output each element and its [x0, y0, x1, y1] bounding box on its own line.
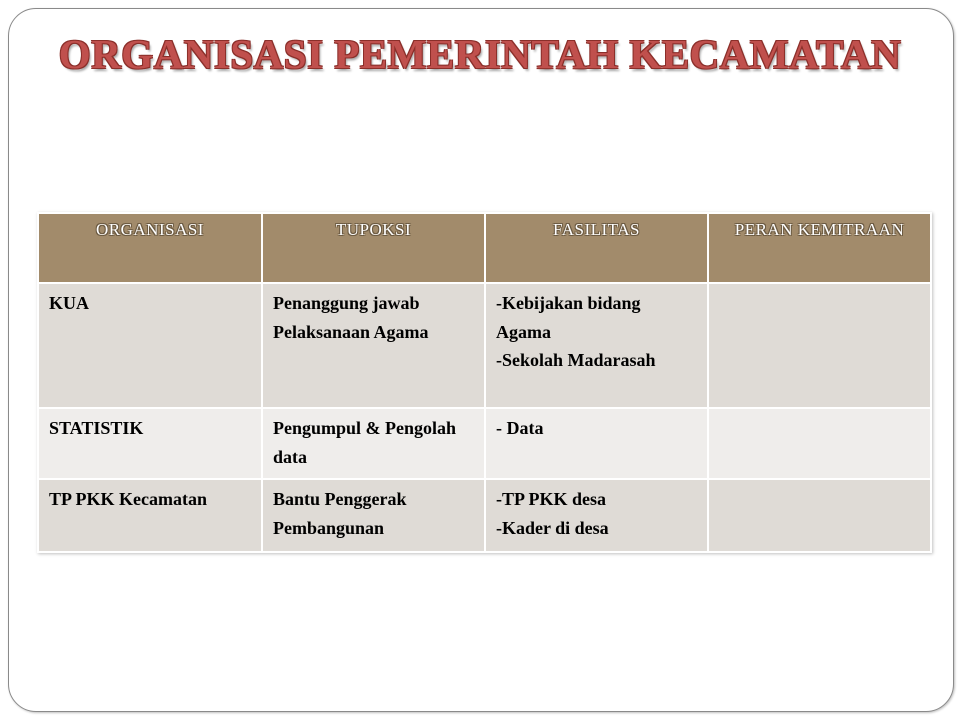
- table-row: [38, 283, 931, 408]
- fasilitas-item: -TP PKK desa: [496, 489, 607, 509]
- fasilitas-item: -Sekolah Madarasah: [496, 350, 656, 370]
- cell-peran: [708, 408, 931, 479]
- organization-table: [37, 212, 932, 553]
- fasilitas-item: -Kader di desa: [496, 517, 609, 538]
- fasilitas-item: -Kebijakan bidang Agama: [496, 293, 641, 342]
- header-tupoksi: TUPOKSI: [262, 213, 485, 283]
- header-peran-kemitraan: PERAN KEMITRAAN: [708, 213, 931, 283]
- cell-fasilitas: [485, 408, 708, 479]
- cell-organisasi: STATISTIK: [38, 408, 262, 479]
- cell-fasilitas: [485, 479, 708, 552]
- cell-fasilitas: [485, 283, 708, 408]
- cell-organisasi: KUA: [38, 283, 262, 408]
- header-fasilitas: FASILITAS: [485, 213, 708, 283]
- table-row: [38, 408, 931, 479]
- header-organisasi: ORGANISASI: [38, 213, 262, 283]
- fasilitas-item: - Data: [496, 418, 544, 438]
- cell-peran: [708, 479, 931, 552]
- table-row: [38, 479, 931, 552]
- cell-organisasi: TP PKK Kecamatan: [38, 479, 262, 552]
- cell-tupoksi: Penanggung jawab Pelaksanaan Agama: [262, 283, 485, 408]
- cell-tupoksi: Pengumpul & Pengolah data: [262, 408, 485, 479]
- table-header-row: [38, 213, 931, 283]
- cell-tupoksi: Bantu Penggerak Pembangunan: [262, 479, 485, 552]
- slide-title: ORGANISASI PEMERINTAH KECAMATAN: [58, 31, 902, 77]
- cell-peran: [708, 283, 931, 408]
